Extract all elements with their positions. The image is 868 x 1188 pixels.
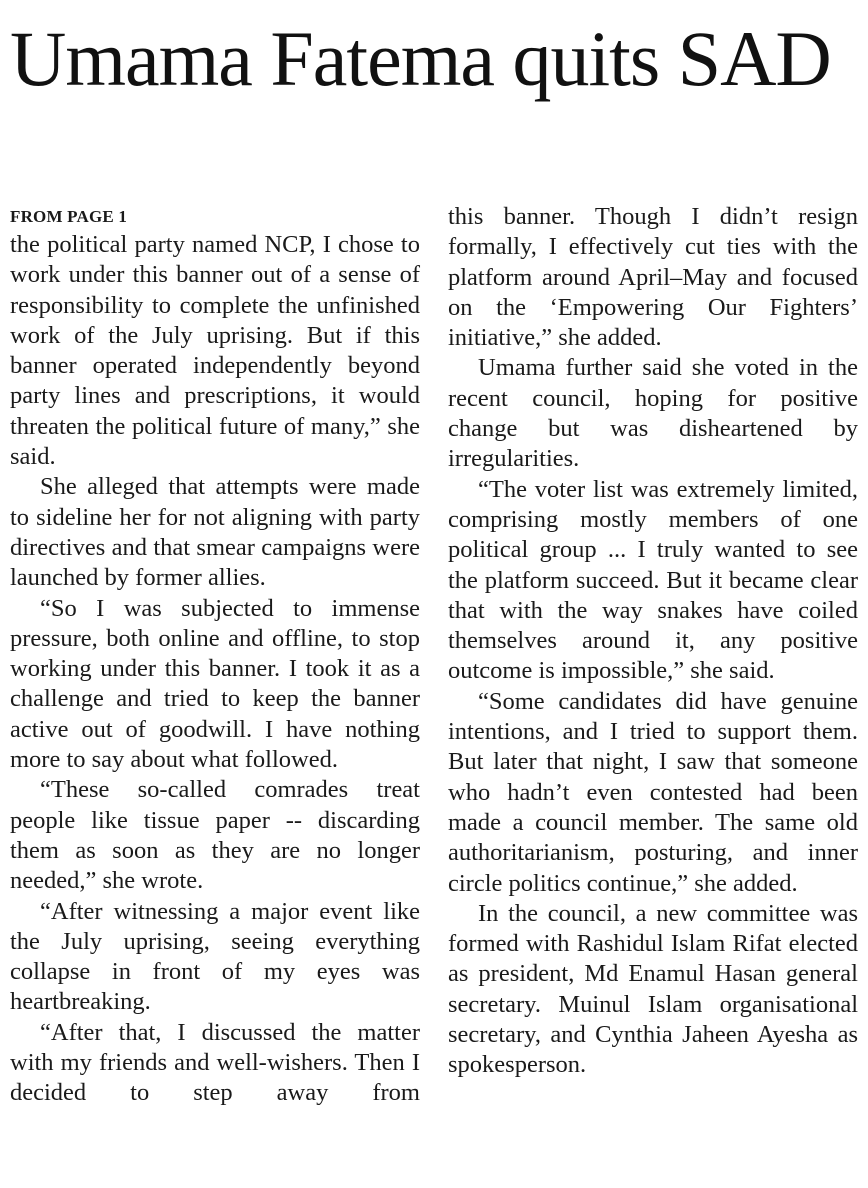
paragraph: this banner. Though I didn’t resign formally, I effectively cut ties with the platform around April–May and focused on the ‘Empowering Our Fighters’ initiative,” she added. [448,203,858,352]
paragraph: “The voter list was extremely limited, comprising mostly members of one political group ... I truly wanted to see the platform succeed. But it became clear that with the way snakes have coiled themselves around it, any positive outcome is impossible,” she said. [448,475,858,685]
paragraph: In the council, a new committee was formed with Rashidul Islam Rifat elected as president, Md Enamul Hasan general secretary. Muinul Islam organisational secretary, and Cynthia Jaheen Ayesha as spokesperson. [448,899,858,1079]
paragraph: “So I was subjected to immense pressure, both online and offline, to stop working under this banner. I took it as a challenge and tried to keep the banner active out of goodwill. I have nothing more to say about what followed. [10,594,420,774]
paragraph: “After that, I discussed the matter with my friends and well-wishers. Then I decided to step away from [10,1018,420,1107]
paragraph: the political party named NCP, I chose to work under this banner out of a sense of responsibility to complete the unfinished work of the July uprising. But if this banner operated independently beyond party lines and prescriptions, it would threaten the political future of many,” she said. [10,231,420,471]
paragraph: “Some candidates did have genuine intentions, and I tried to support them. But later that night, I saw that someone who hadn’t even contested had been made a council member. The same old authoritarianism, posturing, and inner circle politics continue,” she added. [448,687,858,897]
paragraph: “These so-called comrades treat people like tissue paper -- discarding them as soon as they are no longer needed,” she wrote. [10,776,420,895]
continuation-kicker: FROM PAGE 1 [10,207,128,226]
headline: Umama Fatema quits SAD [10,15,831,102]
paragraph: “After witnessing a major event like the July uprising, seeing everything collapse in front of my eyes was heartbreaking. [10,897,420,1016]
left-column [10,204,420,1109]
right-column [448,202,858,1081]
paragraph: She alleged that attempts were made to sideline her for not aligning with party directives and that smear campaigns were launched by former allies. [10,473,420,592]
paragraph: Umama further said she voted in the recent council, hoping for positive change but was disheartened by irregularities. [448,354,858,473]
